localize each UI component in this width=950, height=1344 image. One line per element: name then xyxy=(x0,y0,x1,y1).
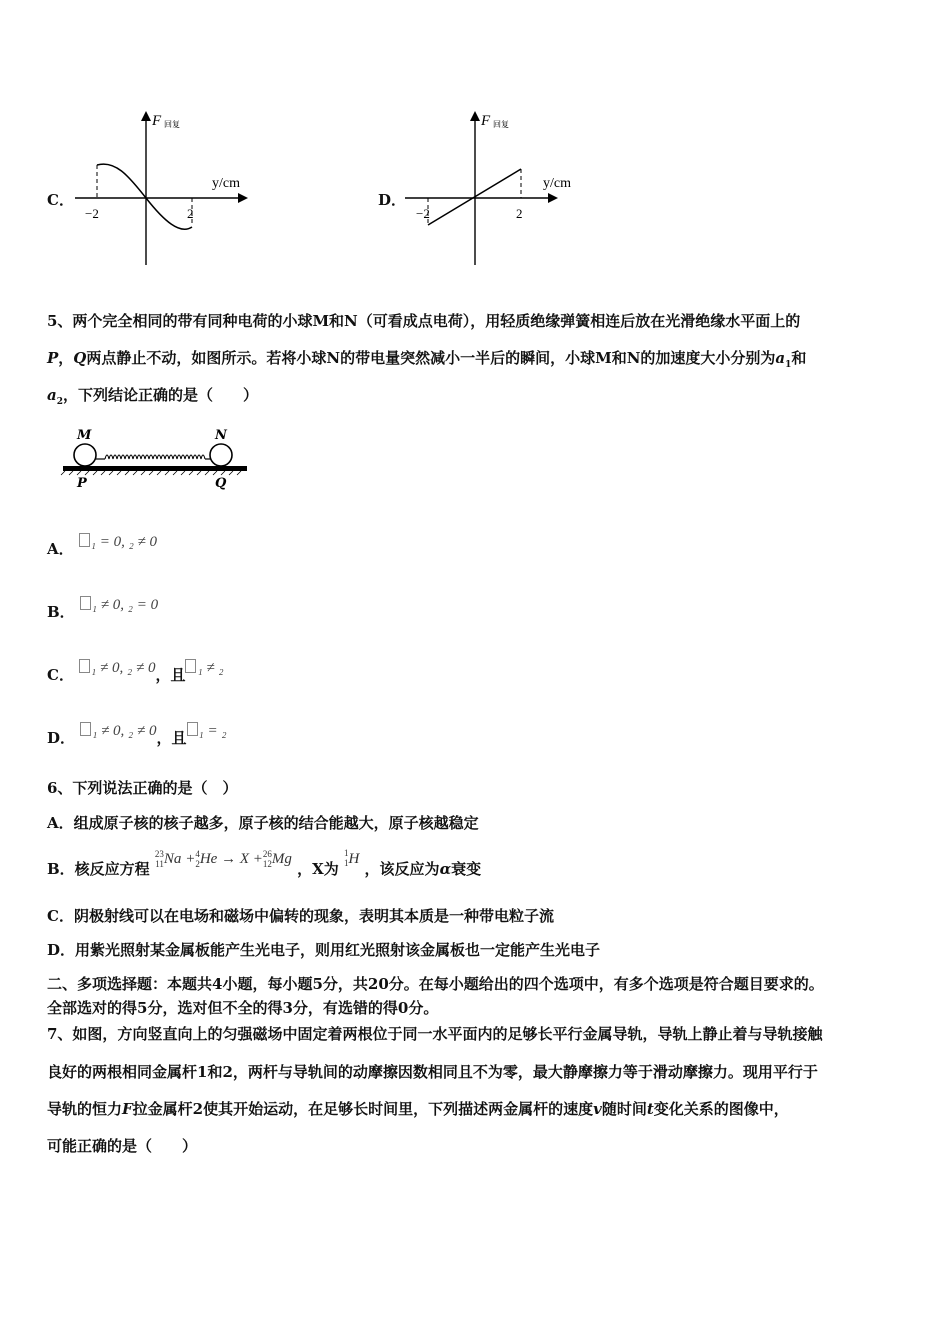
graph-c-x-axis: y/cm xyxy=(212,176,240,191)
graph-d-y-axis: F xyxy=(481,113,491,129)
figure-label-n: N xyxy=(215,428,227,443)
graph-c-tick-neg: −2 xyxy=(85,206,99,221)
q6-option-c: C．阴极射线可以在电场和磁场中偏转的现象，表明其本质是一种带电粒子流 xyxy=(47,907,554,925)
section2-line1: 二、多项选择题：本题共4小题，每小题5分，共20分。在每小题给出的四个选项中，有多个选项是符合题目要求的。 xyxy=(47,975,824,993)
option-c-label: C． xyxy=(47,191,74,209)
q5-option-d: D． ₁ ≠ 0, ₂ ≠ 0，且 ₁ = ₂ xyxy=(47,723,227,747)
q5-line1: 5、两个完全相同的带有同种电荷的小球M和N（可看成点电荷），用轻质绝缘弹簧相连后放在光滑绝缘水平面上的 xyxy=(47,312,801,330)
q7-line1: 7、如图，方向竖直向上的匀强磁场中固定着两根位于同一水平面内的足够长平行金属导轨，导轨上静止着与导轨接触 xyxy=(47,1025,823,1043)
q5-option-a: A． ₁ = 0, ₂ ≠ 0 xyxy=(47,534,158,558)
graph-c-y-sub: 回复 xyxy=(164,120,180,129)
graph-c-tick-pos: 2 xyxy=(187,206,194,221)
q7-line3: 导轨的恒力F拉金属杆2使其开始运动，在足够长时间里，下列描述两金属杆的速度v随时间t变化关系的图像中， xyxy=(47,1100,789,1118)
graph-c xyxy=(70,105,255,275)
q5-line2: P，Q两点静止不动，如图所示。若将小球N的带电量突然减小一半后的瞬间，小球M和N的加速度大小分别为$a_1$和 xyxy=(47,349,807,370)
graph-d-y-sub: 回复 xyxy=(493,120,509,129)
graph-d-x-axis: y/cm xyxy=(543,176,571,191)
graph-d xyxy=(400,105,585,275)
graph-d-tick-neg: −2 xyxy=(416,206,430,221)
q7-line2: 良好的两根相同金属杆1和2，两杆与导轨间的动摩擦因数相同且不为零，最大静摩擦力等于滑动摩擦力。现用平行于 xyxy=(47,1063,818,1081)
option-d-label: D． xyxy=(378,191,407,209)
q5-option-b: B． ₁ ≠ 0, ₂ = 0 xyxy=(47,597,159,621)
q5-option-c: C． ₁ ≠ 0, ₂ ≠ 0，且 ₁ ≠ ₂ xyxy=(47,660,224,684)
figure-label-m: M xyxy=(77,428,92,443)
q6-stem: 6、下列说法正确的是（ ） xyxy=(47,779,238,797)
figure-label-p: P xyxy=(77,476,87,491)
figure-label-q: Q xyxy=(215,476,227,491)
q5-figure xyxy=(55,425,255,495)
q6-option-b: B．核反应方程 23 11Na +4 2He → X +26 12Mg ，X为 1 1H ，该反应为α衰变 xyxy=(47,848,482,878)
graph-d-tick-pos: 2 xyxy=(516,206,523,221)
graph-c-y-axis: F xyxy=(152,113,162,129)
q6-option-a: A．组成原子核的核子越多，原子核的结合能越大，原子核越稳定 xyxy=(47,814,479,832)
section2-line2: 全部选对的得5分，选对但不全的得3分，有选错的得0分。 xyxy=(47,999,439,1017)
q7-line4: 可能正确的是（ ） xyxy=(47,1137,198,1155)
q6-option-d: D．用紫光照射某金属板能产生光电子，则用红光照射该金属板也一定能产生光电子 xyxy=(47,941,601,959)
q5-line3: $a_2$，下列结论正确的是（ ） xyxy=(47,386,259,407)
